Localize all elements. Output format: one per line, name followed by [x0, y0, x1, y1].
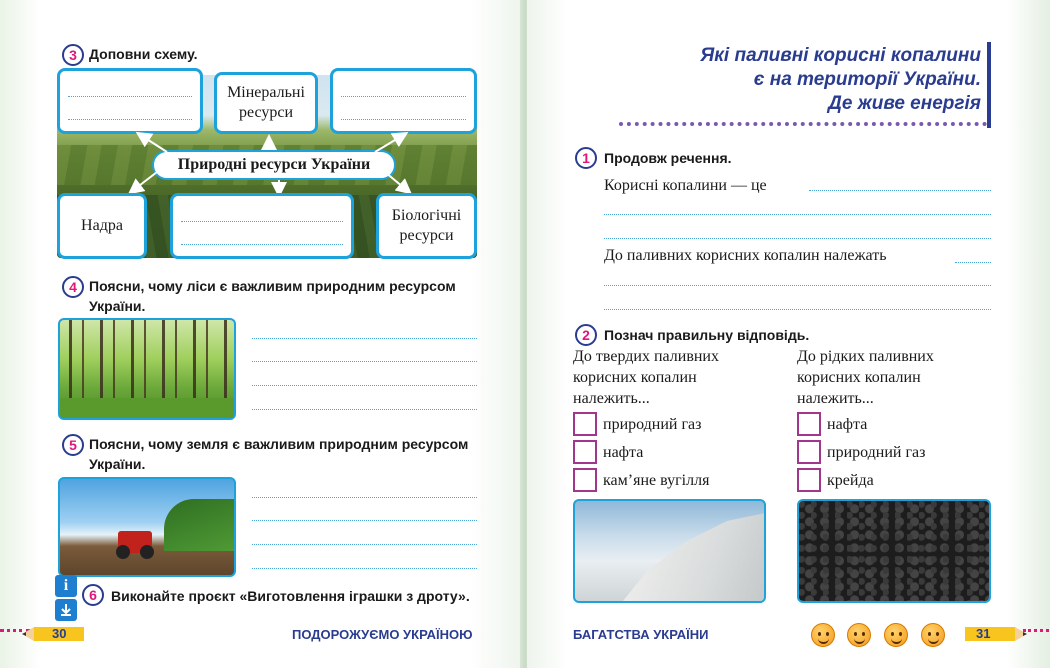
task-2-text: Познач правильну відповідь.: [604, 327, 810, 343]
checkbox-col1-1[interactable]: [573, 412, 597, 436]
checkbox-col1-2[interactable]: [573, 440, 597, 464]
answer-line-5c[interactable]: [252, 544, 477, 545]
forest-photo: [58, 318, 236, 420]
chalk-cliff-photo: [573, 499, 766, 603]
option-col1-3: кам’яне вугілля: [603, 472, 710, 489]
title-line-3: Де живе енергія: [828, 93, 981, 114]
answer-line-5d[interactable]: [252, 568, 477, 569]
left-page: [0, 0, 523, 668]
title-dots: [619, 122, 987, 126]
task-number-3: 3: [62, 44, 84, 66]
task-1-text: Продовж речення.: [604, 150, 732, 166]
answer-line-1a[interactable]: [809, 190, 991, 191]
option-col1-2: нафта: [603, 444, 644, 461]
title-bar: [987, 42, 991, 128]
empty-box-bottom-center[interactable]: [170, 193, 354, 259]
col2-head-1: До рідких паливних: [797, 348, 934, 365]
col2-head-2: корисних копалин: [797, 369, 921, 386]
task-number-1: 1: [575, 147, 597, 169]
title-line-2: є на території України.: [753, 69, 981, 90]
smiley-icon-4[interactable]: [921, 623, 945, 647]
answer-line-4c[interactable]: [252, 385, 477, 386]
task-number-6: 6: [82, 584, 104, 606]
task-4-text: Поясни, чому ліси є важливим природним ресурсом України.: [89, 278, 456, 314]
option-col1-1: природний газ: [603, 416, 702, 433]
checkbox-col2-3[interactable]: [797, 468, 821, 492]
answer-line-1c[interactable]: [604, 238, 991, 239]
option-col2-3: крейда: [827, 472, 874, 489]
bio-label: Біологічні ресурси: [391, 207, 462, 244]
footer-dots-right: [1023, 629, 1049, 637]
page-number-right: 31: [976, 626, 991, 641]
checkbox-col1-3[interactable]: [573, 468, 597, 492]
coal-photo: [797, 499, 991, 603]
checkbox-col2-2[interactable]: [797, 440, 821, 464]
box-nadra: [57, 193, 147, 259]
col2-heading: [797, 346, 934, 409]
checkbox-col2-1[interactable]: [797, 412, 821, 436]
task-6-text: Виконайте проєкт «Виготовлення іграшки з дроту».: [111, 588, 470, 604]
download-icon[interactable]: [55, 599, 77, 621]
col1-heading: [573, 346, 719, 409]
task-5-text: Поясни, чому земля є важливим природним ресурсом України.: [89, 436, 469, 472]
smiley-icon-2[interactable]: [847, 623, 871, 647]
info-icon[interactable]: i: [55, 575, 77, 597]
task-number-4: 4: [62, 276, 84, 298]
answer-line-5b[interactable]: [252, 520, 477, 521]
smiley-icon-1[interactable]: [811, 623, 835, 647]
answer-line-1d[interactable]: [955, 262, 991, 263]
sentence-2: До паливних корисних копалин належать: [604, 247, 887, 264]
footer-right: БАГАТСТВА УКРАЇНИ: [573, 627, 709, 642]
title-line-1: Які паливні корисні копалини: [700, 45, 981, 66]
col1-head-1: До твердих паливних: [573, 348, 719, 365]
center-label: Природні ресурси України: [177, 156, 371, 173]
smiley-icon-3[interactable]: [884, 623, 908, 647]
nadra-label: Надра: [81, 217, 123, 234]
sentence-1: Корисні копалини — це: [604, 177, 767, 194]
answer-line-1b[interactable]: [604, 214, 991, 215]
minerals-label: Мінеральні ресурси: [227, 84, 305, 121]
task-number-2: 2: [575, 324, 597, 346]
scheme-arrows: [57, 120, 477, 200]
field-tractor-photo: [58, 477, 236, 577]
col2-head-3: належить...: [797, 390, 874, 407]
lesson-title: [627, 44, 981, 116]
page-number-left: 30: [52, 626, 67, 641]
footer-left: ПОДОРОЖУЄМО УКРАЇНОЮ: [292, 627, 473, 642]
answer-line-4a[interactable]: [252, 338, 477, 339]
answer-line-1e[interactable]: [604, 285, 991, 286]
task-number-5: 5: [62, 434, 84, 456]
answer-line-4b[interactable]: [252, 361, 477, 362]
pencil-icon-right: [965, 626, 1027, 642]
col1-head-3: належить...: [573, 390, 650, 407]
task-3-text: Доповни схему.: [89, 46, 198, 62]
answer-line-5a[interactable]: [252, 497, 477, 498]
col1-head-2: корисних копалин: [573, 369, 697, 386]
option-col2-2: природний газ: [827, 444, 926, 461]
option-col2-1: нафта: [827, 416, 868, 433]
answer-line-4d[interactable]: [252, 409, 477, 410]
right-page: [527, 0, 1050, 668]
box-bio: [376, 193, 477, 259]
answer-line-1f[interactable]: [604, 309, 991, 310]
